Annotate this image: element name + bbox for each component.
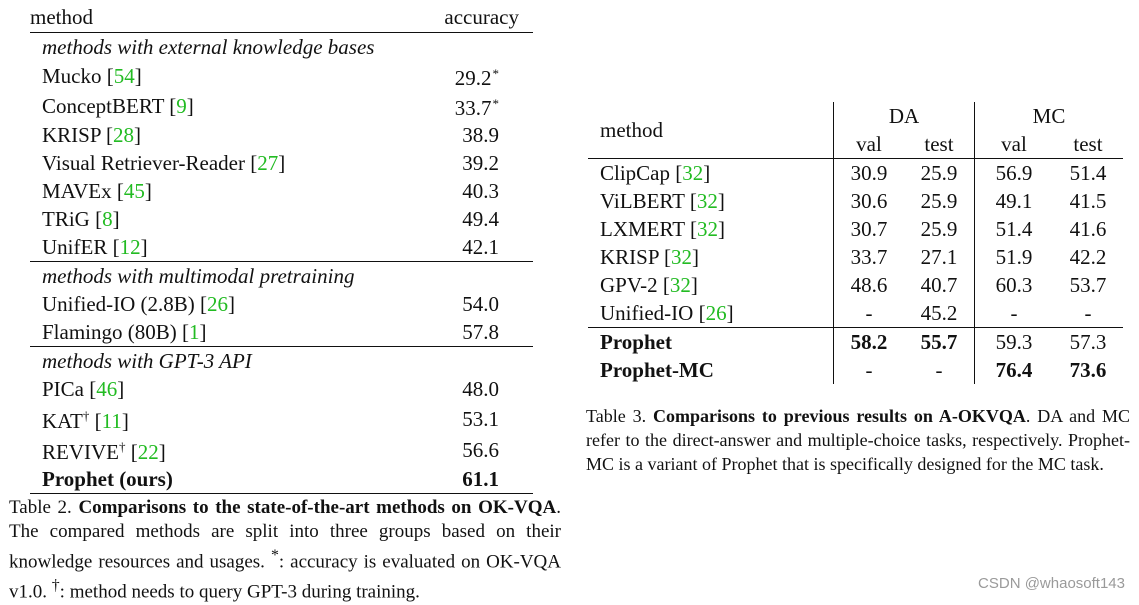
dagger-mark: †	[51, 577, 60, 595]
cell: 42.2	[1069, 245, 1107, 269]
header-accuracy: accuracy	[403, 2, 533, 33]
header-val: val	[834, 130, 905, 159]
method-name: Flamingo (80B) [1]	[42, 320, 207, 344]
citation-link[interactable]: [54]	[106, 64, 142, 88]
dagger-mark: †	[82, 408, 90, 423]
cell: 40.7	[920, 273, 958, 297]
cell: 25.9	[920, 217, 958, 241]
citation-link[interactable]: [32]	[689, 217, 725, 241]
accuracy-value: 54.0	[462, 292, 499, 316]
table-row	[588, 299, 1123, 328]
cell: 76.4	[975, 356, 1054, 384]
citation-link[interactable]: [8]	[95, 207, 120, 231]
citation-link[interactable]: [1]	[182, 320, 207, 344]
cell: 49.1	[975, 187, 1054, 215]
cell: 27.1	[920, 245, 958, 269]
citation-link[interactable]: [27]	[250, 151, 286, 175]
method-name: LXMERT [32]	[600, 217, 725, 241]
citation-link[interactable]: [45]	[116, 179, 152, 203]
table-3	[588, 102, 1123, 384]
table-row	[30, 149, 533, 177]
method-name: Unified-IO (2.8B) [26]	[42, 292, 236, 316]
table-row	[30, 233, 533, 262]
header-test: test	[1053, 130, 1123, 159]
method-name: KAT† [11]	[42, 408, 129, 433]
table-2	[30, 2, 533, 494]
method-name: TRiG [8]	[42, 207, 120, 231]
group-title: methods with multimodal pretraining	[30, 262, 533, 291]
method-name: KRISP [32]	[600, 245, 699, 269]
method-name: PICa [46]	[42, 377, 125, 401]
cell: 41.5	[1069, 189, 1107, 213]
accuracy-value: 48.0	[462, 377, 499, 401]
method-name: ClipCap [32]	[600, 161, 711, 185]
cell: 57.3	[1053, 328, 1123, 357]
table-row-ours	[588, 328, 1123, 357]
method-name: MAVEx [45]	[42, 179, 152, 203]
table-3-caption: Table 3. Comparisons to previous results on A-OKVQA. DA and MC refer to the direct-answer and multiple-choice tasks, respectively. Prophet-MC is a variant of Prophet that is specifically designed for the MC task.	[586, 406, 1131, 474]
table-row	[588, 271, 1123, 299]
table-row	[30, 121, 533, 149]
cell: 56.9	[975, 159, 1054, 188]
cell: -	[1084, 301, 1092, 325]
table-header-row	[30, 2, 533, 33]
dagger-mark: †	[119, 439, 126, 454]
group-title-row	[30, 347, 533, 376]
table-row	[30, 403, 533, 434]
cell: 55.7	[904, 328, 975, 357]
cell: 30.9	[834, 159, 905, 188]
table-row-ours	[588, 356, 1123, 384]
cell: 30.7	[834, 215, 905, 243]
cell: 60.3	[975, 271, 1054, 299]
group-title-row	[30, 262, 533, 291]
asterisk-mark: *	[492, 96, 499, 111]
citation-link[interactable]: [12]	[112, 235, 148, 259]
citation-link[interactable]: [22]	[130, 440, 166, 464]
method-name: KRISP [28]	[42, 123, 141, 147]
table-row	[30, 177, 533, 205]
table-row	[588, 159, 1123, 188]
cell: 59.3	[975, 328, 1054, 357]
table-row	[30, 91, 533, 121]
citation-link[interactable]: [9]	[169, 94, 194, 118]
watermark: CSDN @whaosoft143	[978, 575, 1125, 592]
citation-link[interactable]: [26]	[698, 301, 734, 325]
accuracy-value: 29.2*	[454, 66, 499, 90]
cell: 33.7	[834, 243, 905, 271]
method-name: REVIVE† [22]	[42, 439, 166, 464]
table-row	[30, 375, 533, 403]
cell: 51.9	[975, 243, 1054, 271]
citation-link[interactable]: [11]	[94, 409, 129, 433]
group-title: methods with GPT-3 API	[30, 347, 533, 376]
cell: -	[834, 299, 905, 328]
cell: 51.4	[975, 215, 1054, 243]
citation-link[interactable]: [32]	[664, 245, 699, 269]
cell: 25.9	[920, 189, 958, 213]
method-name: GPV-2 [32]	[600, 273, 698, 297]
header-test: test	[904, 130, 975, 159]
accuracy-value: 38.9	[462, 123, 499, 147]
citation-link[interactable]: [26]	[200, 292, 236, 316]
cell: 73.6	[1069, 358, 1107, 382]
cell: 41.6	[1069, 217, 1107, 241]
accuracy-value: 42.1	[462, 235, 499, 259]
method-name: Visual Retriever-Reader [27]	[42, 151, 286, 175]
table-row	[30, 290, 533, 318]
table-header-row	[588, 102, 1123, 130]
accuracy-value: 39.2	[462, 151, 499, 175]
cell: 53.7	[1069, 273, 1107, 297]
table-row	[588, 187, 1123, 215]
method-name: Unified-IO [26]	[600, 301, 734, 325]
citation-link[interactable]: [32]	[689, 189, 725, 213]
table-row	[30, 205, 533, 233]
table-row	[588, 243, 1123, 271]
header-da: DA	[834, 102, 975, 130]
header-val: val	[975, 130, 1054, 159]
table-row	[30, 318, 533, 347]
header-mc: MC	[975, 102, 1124, 130]
header-method: method	[588, 102, 834, 159]
table-row	[30, 61, 533, 91]
cell: 48.6	[834, 271, 905, 299]
table-row	[588, 215, 1123, 243]
method-name: ConceptBERT [9]	[42, 94, 194, 118]
cell: -	[975, 299, 1054, 328]
cell: 25.9	[920, 161, 958, 185]
asterisk-mark: *	[270, 547, 279, 564]
accuracy-value: 33.7*	[454, 96, 499, 120]
cell: 58.2	[834, 328, 905, 357]
cell: 30.6	[834, 187, 905, 215]
citation-link[interactable]: [46]	[89, 377, 125, 401]
group-title: methods with external knowledge bases	[42, 35, 375, 59]
method-name: ViLBERT [32]	[600, 189, 725, 213]
citation-link[interactable]: [32]	[675, 161, 711, 185]
header-method: method	[30, 2, 403, 33]
accuracy-value: 40.3	[462, 179, 499, 203]
cell: 45.2	[920, 301, 958, 325]
citation-link[interactable]: [28]	[106, 123, 141, 147]
method-name: UnifER [12]	[42, 235, 148, 259]
group-title-row	[30, 33, 533, 62]
cell: -	[834, 356, 905, 384]
method-name: Mucko [54]	[42, 64, 142, 88]
asterisk-mark: *	[492, 66, 499, 81]
method-name: Prophet (ours)	[30, 465, 403, 494]
accuracy-value: 49.4	[462, 207, 499, 231]
method-name: Prophet	[588, 328, 834, 357]
table-row	[30, 434, 533, 465]
accuracy-value: 56.6	[462, 437, 499, 462]
accuracy-value: 53.1	[462, 406, 499, 431]
table-2-caption: Table 2. Comparisons to the state-of-the-art methods on OK-VQA. The compared methods are split into three groups based on their knowledge resources and usages. *: accuracy is evaluated on OK-VQA v1.0. †: method needs to query GPT-3 during training.	[9, 497, 562, 603]
method-name: Prophet-MC	[600, 358, 714, 382]
citation-link[interactable]: [32]	[662, 273, 698, 297]
cell: 51.4	[1069, 161, 1107, 185]
accuracy-value: 61.1	[403, 465, 533, 494]
cell: -	[935, 358, 943, 382]
accuracy-value: 57.8	[462, 320, 499, 344]
table-row-ours	[30, 465, 533, 494]
